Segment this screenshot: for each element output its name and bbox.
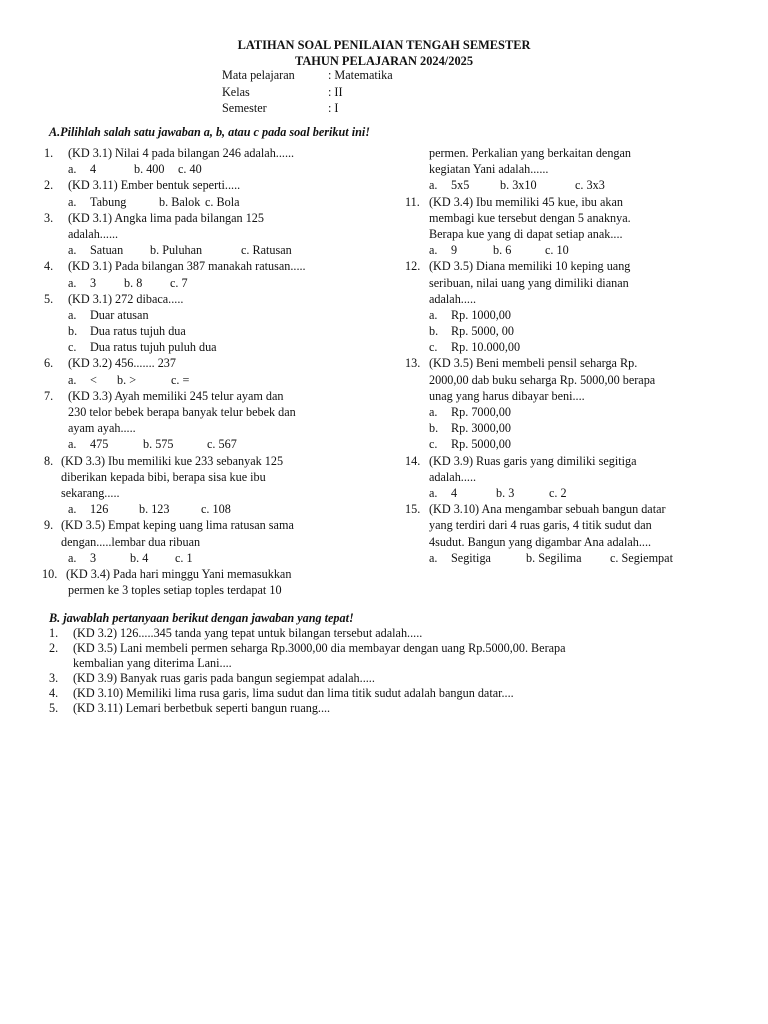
option-a: 4 xyxy=(90,162,97,177)
question-text: (KD 3.11) Lemari berbetbuk seperti bangun ruang.... xyxy=(73,701,331,715)
option-13a xyxy=(405,404,735,420)
info-value: : Matematika xyxy=(328,68,393,82)
info-label: Kelas xyxy=(222,84,250,99)
option-c: c. = xyxy=(171,372,190,387)
option-b: Dua ratus tujuh dua xyxy=(90,324,186,339)
question-12-cont: adalah..... xyxy=(429,291,477,306)
options-7 xyxy=(44,436,384,452)
options-9 xyxy=(44,550,384,566)
question-text: (KD 3.4) Ibu memiliki 45 kue, ibu akan xyxy=(429,194,623,209)
option-letter: b. xyxy=(68,324,78,339)
option-letter: a. xyxy=(429,307,438,322)
question-text: (KD 3.1) Nilai 4 pada bilangan 246 adalah...... xyxy=(68,146,295,160)
option-letter: a. xyxy=(429,243,438,258)
option-b: b. > xyxy=(117,372,137,387)
essay-question-list xyxy=(49,626,729,716)
question-text: (KD 3.2) 126.....345 tanda yang tepat untuk bilangan tersebut adalah..... xyxy=(73,626,423,640)
question-number: 7. xyxy=(44,388,54,403)
option-a: 5x5 xyxy=(451,178,470,193)
question-8 xyxy=(44,453,384,469)
option-c: c. 567 xyxy=(207,437,237,452)
question-number: 8. xyxy=(44,453,54,468)
option-b: b. 3x10 xyxy=(500,178,537,193)
info-row-class xyxy=(222,84,393,101)
option-letter: a. xyxy=(429,485,438,500)
question-11-cont: membagi kue tersebut dengan 5 anaknya. xyxy=(429,210,631,225)
question-number: 1. xyxy=(49,626,59,640)
option-c: c. 1 xyxy=(175,550,193,565)
question-12 xyxy=(405,258,735,274)
question-text: (KD 3.3) Ibu memiliki kue 233 sebanyak 125 xyxy=(61,453,284,468)
option-letter: a. xyxy=(429,405,438,419)
option-b: b. 575 xyxy=(143,437,174,452)
question-6 xyxy=(44,355,384,371)
option-a: 126 xyxy=(90,502,109,517)
options-1 xyxy=(44,161,384,177)
question-9 xyxy=(44,517,384,533)
section-b-heading: B. jawablah pertanyaan berikut dengan jawaban yang tepat! xyxy=(49,611,354,625)
option-a: Satuan xyxy=(90,243,124,258)
option-letter: c. xyxy=(429,437,438,452)
question-12-cont: seribuan, nilai uang yang dimiliki dianan xyxy=(429,275,629,290)
question-text: (KD 3.11) Ember bentuk seperti..... xyxy=(68,178,241,193)
options-6 xyxy=(44,372,384,388)
subject-info xyxy=(222,67,393,117)
question-number: 5. xyxy=(49,701,59,715)
option-b: b. 8 xyxy=(124,275,143,290)
question-text: (KD 3.1) Angka lima pada bilangan 125 xyxy=(68,210,264,225)
option-c: c. Bola xyxy=(205,194,240,209)
question-number: 5. xyxy=(44,291,54,306)
doc-title-line1: LATIHAN SOAL PENILAIAN TENGAH SEMESTER xyxy=(237,38,531,52)
option-b: b. 3 xyxy=(496,485,515,500)
option-c: c. 2 xyxy=(549,485,567,500)
option-b: b. 6 xyxy=(493,243,512,258)
option-a: Duar atusan xyxy=(90,307,149,322)
info-label: Semester xyxy=(222,101,267,115)
option-b: b. 123 xyxy=(139,502,170,517)
question-text: (KD 3.9) Ruas garis yang dimiliki segitiga xyxy=(429,453,637,468)
question-number: 11. xyxy=(405,194,420,209)
question-7 xyxy=(44,388,384,404)
options-15 xyxy=(405,550,735,566)
question-number: 15. xyxy=(405,502,421,517)
options-4 xyxy=(44,275,384,291)
option-5c xyxy=(44,339,384,355)
info-row-subject xyxy=(222,67,393,84)
options-3 xyxy=(44,242,384,258)
question-text: (KD 3.1) 272 dibaca..... xyxy=(68,291,184,306)
question-number: 2. xyxy=(44,178,54,193)
option-letter: a. xyxy=(68,243,77,258)
question-10-cont: permen. Perkalian yang berkaitan dengan xyxy=(429,146,632,160)
question-4 xyxy=(44,258,384,274)
option-b: b. 4 xyxy=(130,550,149,565)
option-a: Tabung xyxy=(90,194,127,209)
question-text: (KD 3.5) Diana memiliki 10 keping uang xyxy=(429,259,631,274)
question-5 xyxy=(44,291,384,307)
option-letter: a. xyxy=(68,372,77,387)
question-number: 4. xyxy=(49,686,59,700)
option-12c xyxy=(405,339,735,355)
option-13b xyxy=(405,420,735,436)
question-number: 6. xyxy=(44,356,54,371)
option-c: c. 40 xyxy=(178,162,202,177)
question-number: 4. xyxy=(44,259,54,274)
question-number: 10. xyxy=(42,566,58,581)
option-letter: a. xyxy=(68,437,77,452)
option-letter: a. xyxy=(68,194,77,209)
question-8-cont: diberikan kepada bibi, berapa sisa kue ibu xyxy=(61,469,266,484)
question-number: 2. xyxy=(49,641,59,655)
option-letter: b. xyxy=(429,421,439,436)
question-number: 13. xyxy=(405,356,421,371)
question-11 xyxy=(405,194,735,210)
essay-question-2 xyxy=(49,641,729,656)
essay-question-4 xyxy=(49,686,729,701)
option-a: 4 xyxy=(451,485,458,500)
question-number: 12. xyxy=(405,259,421,274)
info-value: : II xyxy=(328,84,343,99)
doc-title-line2: TAHUN PELAJARAN 2024/2025 xyxy=(294,54,474,68)
question-text: (KD 3.4) Pada hari minggu Yani memasukkan xyxy=(66,566,292,581)
option-12b xyxy=(405,323,735,339)
info-row-semester xyxy=(222,100,393,117)
options-14 xyxy=(405,485,735,501)
essay-question-5 xyxy=(49,701,729,716)
option-a: < xyxy=(90,372,97,387)
option-letter: a. xyxy=(68,162,77,177)
questions-right-column xyxy=(405,145,735,566)
question-text: (KD 3.5) Beni membeli pensil seharga Rp. xyxy=(429,356,638,371)
option-letter: c. xyxy=(429,340,438,355)
question-15 xyxy=(405,501,735,517)
options-2 xyxy=(44,194,384,210)
question-1 xyxy=(44,145,384,161)
option-a: 3 xyxy=(90,550,97,565)
option-c: c. 3x3 xyxy=(575,178,605,193)
option-c: c. 7 xyxy=(170,275,188,290)
option-12a xyxy=(405,307,735,323)
question-10 xyxy=(42,566,384,582)
question-number: 14. xyxy=(405,453,421,468)
option-c: Rp. 10.000,00 xyxy=(451,340,521,355)
question-13-cont: unag yang harus dibayar beni.... xyxy=(429,388,585,403)
question-number: 1. xyxy=(44,146,54,160)
info-label: Mata pelajaran xyxy=(222,68,295,82)
question-8-cont: sekarang..... xyxy=(61,485,120,500)
question-text: (KD 3.5) Empat keping uang lima ratusan sama xyxy=(61,518,294,533)
option-letter: a. xyxy=(429,178,438,193)
option-5b xyxy=(44,323,384,339)
option-c: c. Segiempat xyxy=(610,550,673,565)
section-a-heading: A.Pilihlah salah satu jawaban a, b, atau c pada soal berikut ini! xyxy=(49,125,371,139)
question-15-cont: 4sudut. Bangun yang digambar Ana adalah.... xyxy=(429,534,652,549)
question-3-cont: adalah...... xyxy=(68,226,119,241)
option-b: b. Segilima xyxy=(526,550,582,565)
option-c: c. 108 xyxy=(201,502,231,517)
question-7-cont: 230 telor bebek berapa banyak telur bebek dan xyxy=(68,405,296,419)
question-13-cont: 2000,00 dab buku seharga Rp. 5000,00 berapa xyxy=(429,372,656,387)
option-b: Rp. 5000, 00 xyxy=(451,324,514,339)
options-11 xyxy=(405,242,735,258)
questions-left-column xyxy=(44,145,384,598)
question-14-cont: adalah..... xyxy=(429,469,477,484)
option-letter: c. xyxy=(68,340,77,355)
option-b: b. 400 xyxy=(134,162,165,177)
question-text: (KD 3.2) 456....... 237 xyxy=(68,356,176,371)
option-5a xyxy=(44,307,384,323)
question-3 xyxy=(44,210,384,226)
option-a: 3 xyxy=(90,275,97,290)
option-b: b. Balok xyxy=(159,194,201,209)
option-b: Rp. 3000,00 xyxy=(451,421,511,436)
question-11-cont: Berapa kue yang di dapat setiap anak.... xyxy=(429,226,623,241)
question-15-cont: yang terdiri dari 4 ruas garis, 4 titik sudut dan xyxy=(429,518,652,533)
option-b: b. Puluhan xyxy=(150,243,203,258)
essay-question-1 xyxy=(49,626,729,641)
question-text: (KD 3.10) Ana mengambar sebuah bangun datar xyxy=(429,502,666,517)
option-c: c. 10 xyxy=(545,243,569,258)
option-letter: a. xyxy=(68,275,77,290)
option-a: 9 xyxy=(451,243,458,258)
question-7-cont: ayam ayah..... xyxy=(68,421,136,436)
question-text: (KD 3.3) Ayah memiliki 245 telur ayam dan xyxy=(68,388,284,403)
question-number: 3. xyxy=(49,671,59,685)
question-9-cont: dengan.....lembar dua ribuan xyxy=(61,534,201,549)
essay-question-2-cont: kembalian yang diterima Lani.... xyxy=(73,656,232,670)
option-a: 475 xyxy=(90,437,109,452)
question-10-cont: permen ke 3 toples setiap toples terdapat 10 xyxy=(68,583,282,598)
options-10 xyxy=(405,177,735,193)
question-2 xyxy=(44,177,384,193)
option-letter: a. xyxy=(68,307,77,322)
option-letter: a. xyxy=(429,550,438,565)
question-number: 9. xyxy=(44,518,54,533)
question-text: (KD 3.5) Lani membeli permen seharga Rp.3000,00 dia membayar dengan uang Rp.5000,00. Berapa xyxy=(73,641,566,655)
option-c: Dua ratus tujuh puluh dua xyxy=(90,340,217,355)
option-a: Rp. 1000,00 xyxy=(451,307,511,322)
option-13c xyxy=(405,436,735,452)
question-10-cont: kegiatan Yani adalah...... xyxy=(429,162,549,177)
question-text: (KD 3.10) Memiliki lima rusa garis, lima sudut dan lima titik sudut adalah bangun datar.... xyxy=(73,686,514,700)
option-letter: a. xyxy=(68,550,77,565)
question-text: (KD 3.9) Banyak ruas garis pada bangun segiempat adalah..... xyxy=(73,671,375,685)
essay-question-3 xyxy=(49,671,729,686)
question-text: (KD 3.1) Pada bilangan 387 manakah ratusan..... xyxy=(68,259,306,274)
question-13 xyxy=(405,355,735,371)
question-number: 3. xyxy=(44,210,54,225)
options-8 xyxy=(44,501,384,517)
info-value: : I xyxy=(328,101,339,115)
question-14 xyxy=(405,453,735,469)
option-letter: b. xyxy=(429,324,439,339)
option-letter: a. xyxy=(68,502,77,517)
option-c: Rp. 5000,00 xyxy=(451,437,511,452)
option-a: Segitiga xyxy=(451,550,491,565)
option-c: c. Ratusan xyxy=(241,243,292,258)
option-a: Rp. 7000,00 xyxy=(451,405,511,419)
